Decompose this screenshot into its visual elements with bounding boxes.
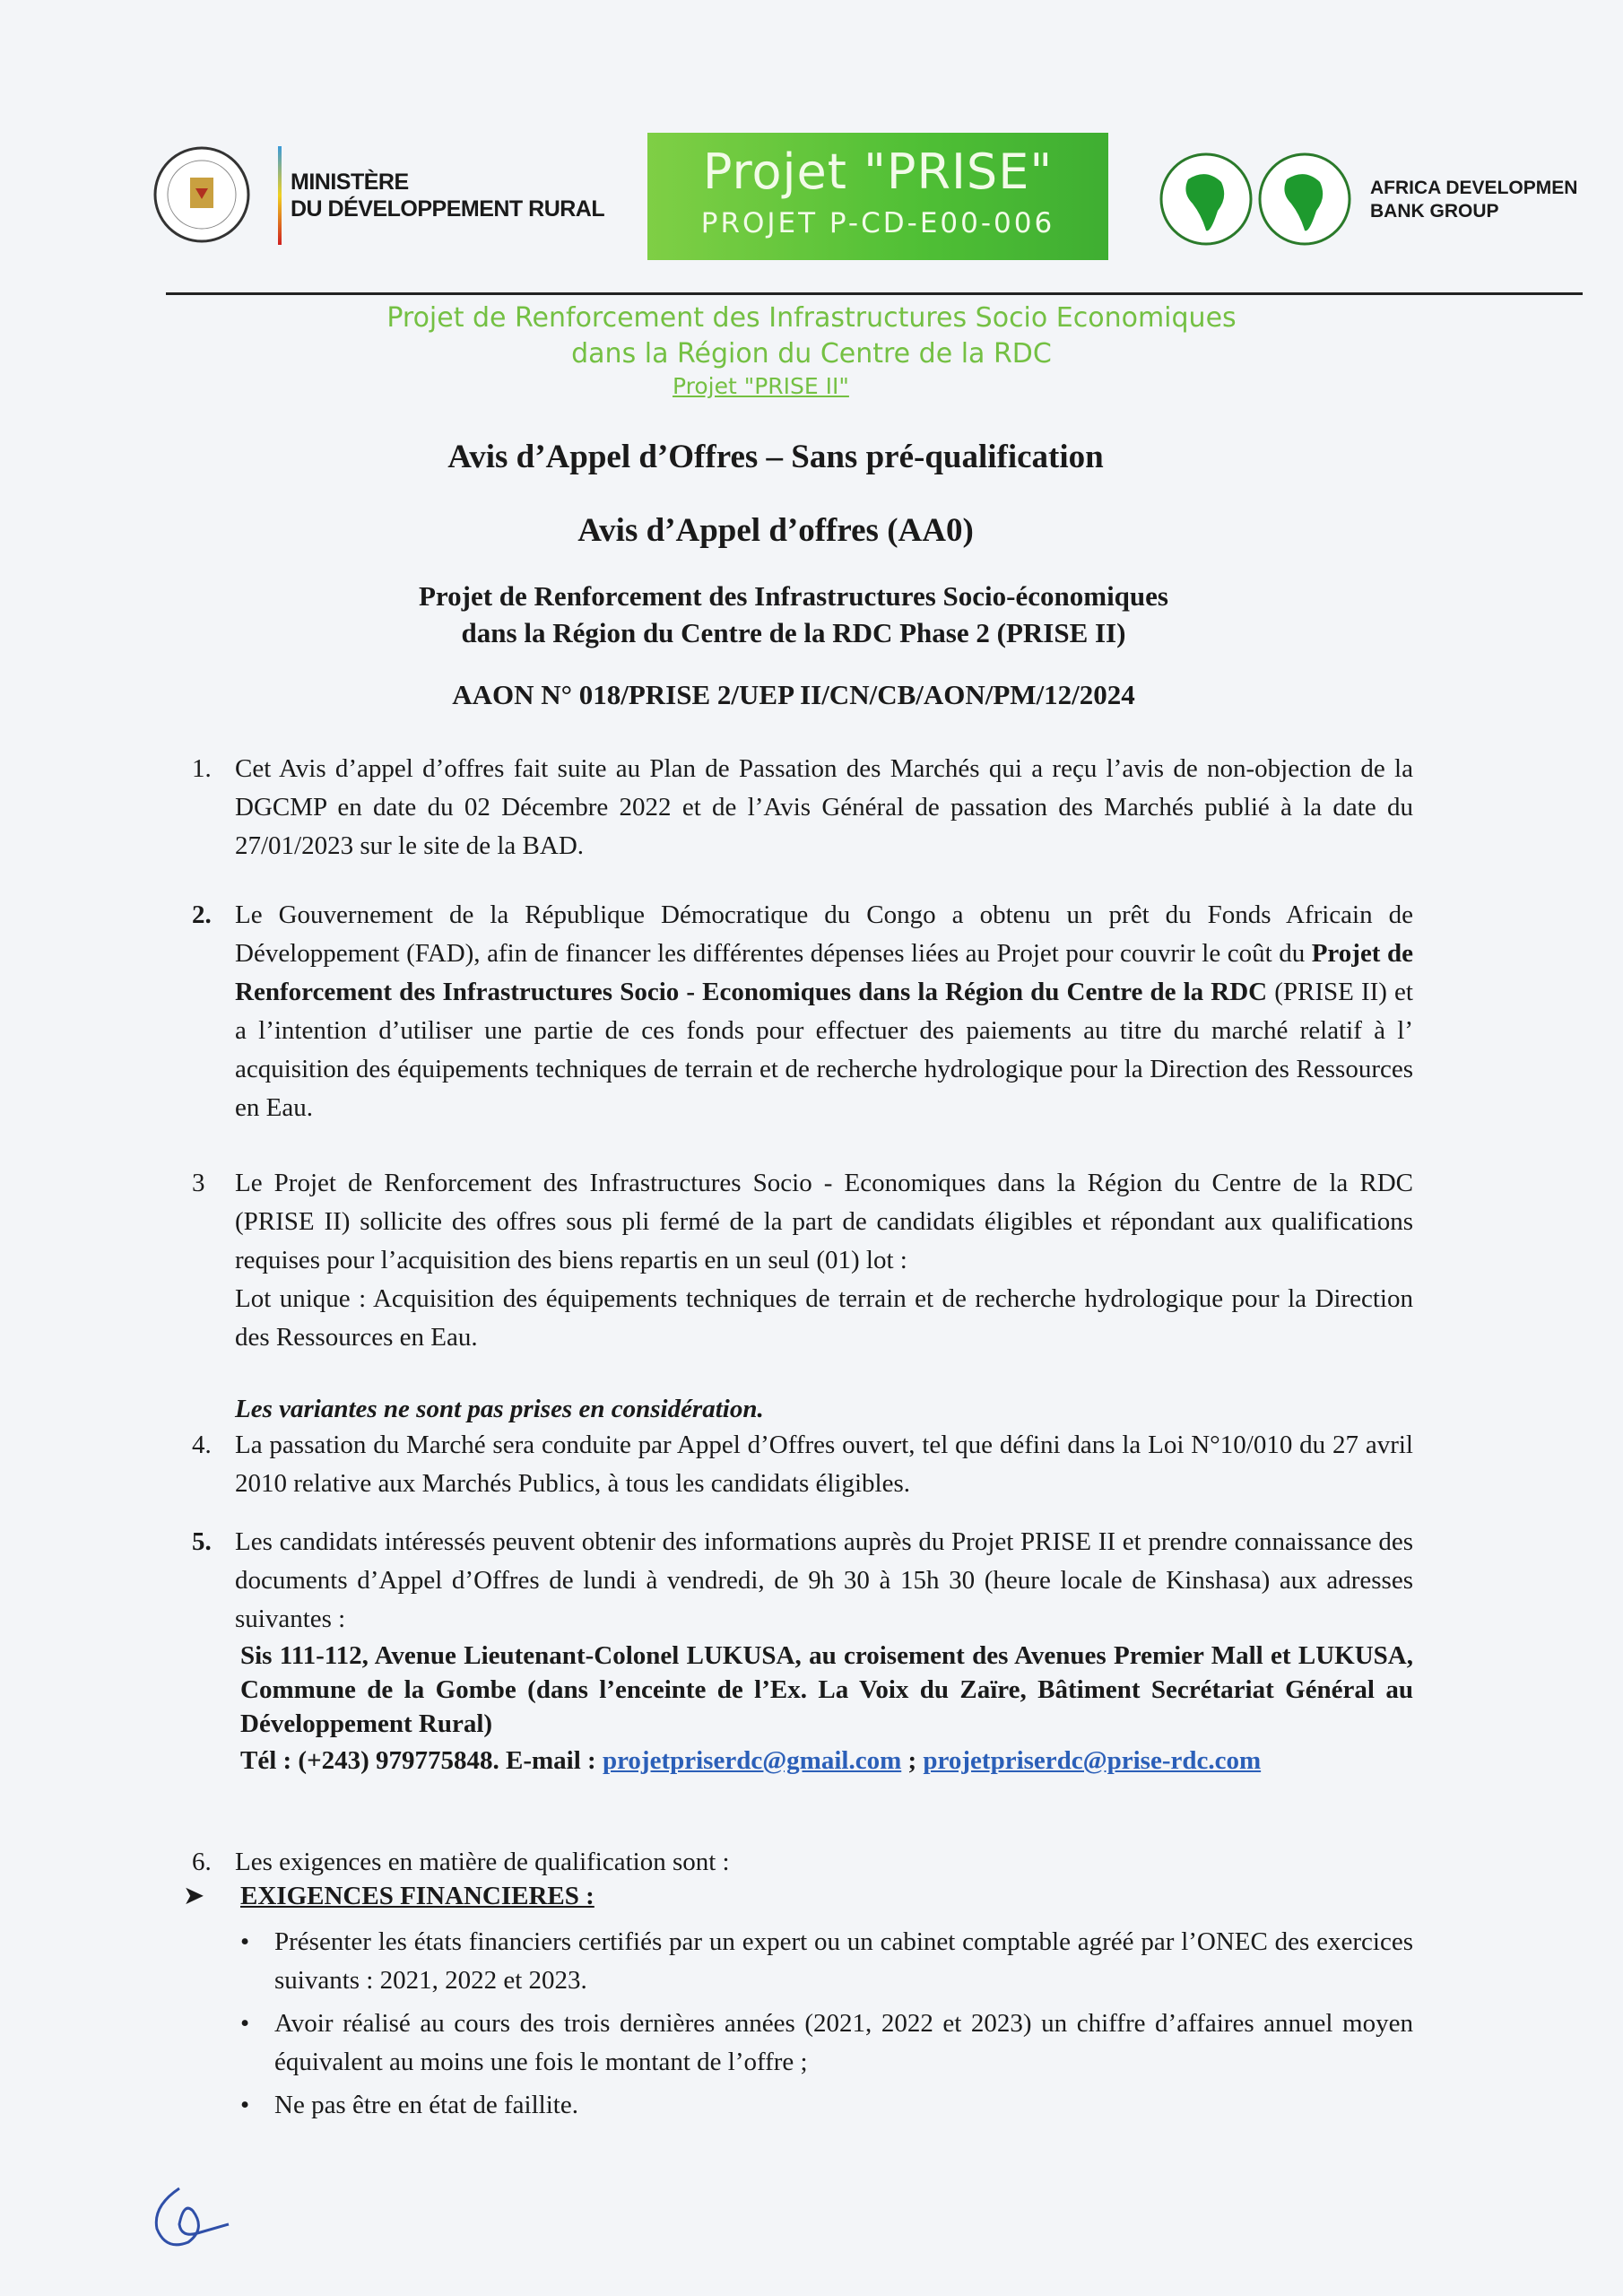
afdb-logo (1157, 148, 1577, 251)
paragraph-6: Les exigences en matière de qualification sont : (235, 1848, 730, 1876)
bullet-icon: • (240, 1927, 250, 1956)
africa-map-icon (1157, 148, 1363, 251)
project-heading-line3: Projet "PRISE II" (673, 373, 849, 399)
project-heading-line2: dans la Région du Centre de la RDC (571, 338, 1052, 370)
lot-description: Lot unique : Acquisition des équipements techniques de terrain et de recherche hydrologique pour la Direction des Ressources en Eau. (235, 1284, 1413, 1352)
paragraph-2 (235, 896, 1413, 1127)
item-number: 1. (192, 754, 212, 783)
requirement-item: Présenter les états financiers certifiés par un expert ou un cabinet comptable agréé par l’ONEC des exercices suivants : 2021, 2022 et 2023. (274, 1927, 1413, 1995)
prise-logo-title: Projet "PRISE" (702, 144, 1054, 200)
separator: ; (901, 1746, 924, 1775)
email-link-gmail[interactable]: projetpriserdc@gmail.com (602, 1746, 902, 1775)
project-title-line1: Projet de Renforcement des Infrastructures Socio-économiques (419, 580, 1168, 612)
contact-line (240, 1744, 1413, 1778)
item-number: 2. (192, 900, 212, 929)
ministry-name-line1: MINISTÈRE (291, 169, 409, 195)
paragraph-4: La passation du Marché sera conduite par Appel d’Offres ouvert, tel que défini dans la Loi N°10/010 du 27 avril 2010 relative aux Marchés Publics, à tous les candidats éligibles. (235, 1431, 1413, 1498)
notice-subtitle: Avis d’Appel d’offres (AA0) (577, 512, 974, 549)
arrow-bullet-icon: ➤ (183, 1882, 205, 1910)
item-number: 5. (192, 1527, 212, 1556)
project-heading-line1: Projet de Renforcement des Infrastructures Socio Economiques (386, 302, 1237, 334)
drc-seal-icon (135, 144, 269, 247)
requirement-item: Avoir réalisé au cours des trois dernières années (2021, 2022 et 2023) un chiffre d’affaires annuel moyen équivalent au moins une fois le montant de l’offre ; (274, 2009, 1413, 2076)
initials-signature (143, 2179, 242, 2260)
afdb-name-line2: BANK GROUP (1370, 200, 1499, 222)
notice-title: Avis d’Appel d’Offres – Sans pré-qualification (447, 439, 1104, 475)
paragraph-1: Cet Avis d’appel d’offres fait suite au Plan de Passation des Marchés qui a reçu l’avis de non-objection de la DGCMP en date du 02 Décembre 2022 et de l’Avis Général de passation des Marchés publié à la date du 27/01/2023 sur le site de la BAD. (235, 754, 1413, 860)
tender-reference: AAON N° 018/PRISE 2/UEP II/CN/CB/AON/PM/12/2024 (452, 679, 1135, 710)
paragraph-3: Le Projet de Renforcement des Infrastructures Socio - Economiques dans la Région du Centre de la RDC (PRISE II) sollicite des offres sous pli fermé de la part de candidats éligibles et répondant aux qualifications requises pour l’acquisition des biens repartis en un seul (01) lot : (235, 1169, 1413, 1274)
email-link-prise[interactable]: projetpriserdc@prise-rdc.com (923, 1746, 1262, 1775)
paragraph-2-text-end: (PRISE II) et a l’intention d’utiliser une partie de ces fonds pour effectuer des paiements au titre du marché relatif à l’ acquisition des équipements techniques de terrain et de recherche hydrologique pour la Direction des Ressources en Eau. (235, 978, 1413, 1122)
paragraph-5: Les candidats intéressés peuvent obtenir des informations auprès du Projet PRISE II et prendre connaissance des documents d’Appel d’Offres de lundi à vendredi, de 9h 30 à 15h 30 (heure locale de Kinshasa) aux adresses suivantes : (235, 1527, 1413, 1633)
ministry-name-line2: DU DÉVELOPPEMENT RURAL (291, 196, 605, 222)
item-number: 3 (192, 1169, 205, 1197)
bullet-icon: • (240, 2009, 250, 2038)
prise-logo (647, 133, 1108, 260)
financial-requirements-heading: EXIGENCES FINANCIERES : (240, 1882, 595, 1910)
address: Sis 111-112, Avenue Lieutenant-Colonel LUKUSA, au croisement des Avenues Premier Mall et LUKUSA, Commune de la Gombe (dans l’enceinte de l’Ex. La Voix du Zaïre, Bâtiment Secrétariat Général au Développement Rural) (240, 1641, 1413, 1738)
paragraph-2-bold: Projet de Renforcement des Infrastructures Socio - Economiques dans la Région du Centre de la RDC (235, 939, 1413, 1006)
afdb-name-line1: AFRICA DEVELOPMEN (1370, 177, 1578, 198)
flag-bar (278, 146, 282, 245)
project-title-line2: dans la Région du Centre de la RDC Phase 2 (PRISE II) (461, 617, 1126, 648)
item-number: 4. (192, 1431, 212, 1459)
ministry-logo (135, 144, 604, 247)
variants-note: Les variantes ne sont pas prises en considération. (235, 1395, 764, 1423)
phone-text: Tél : (+243) 979775848. E-mail : (240, 1746, 603, 1775)
header-divider (166, 292, 1583, 295)
bullet-icon: • (240, 2091, 250, 2119)
prise-logo-code: PROJET P-CD-E00-006 (700, 207, 1055, 239)
requirement-item: Ne pas être en état de faillite. (274, 2091, 578, 2119)
item-number: 6. (192, 1848, 212, 1876)
paragraph-2-text: Le Gouvernement de la République Démocratique du Congo a obtenu un prêt du Fonds Africain de Développement (FAD), afin de financer les différentes dépenses liées au Projet pour couvrir le coût du (235, 900, 1413, 968)
